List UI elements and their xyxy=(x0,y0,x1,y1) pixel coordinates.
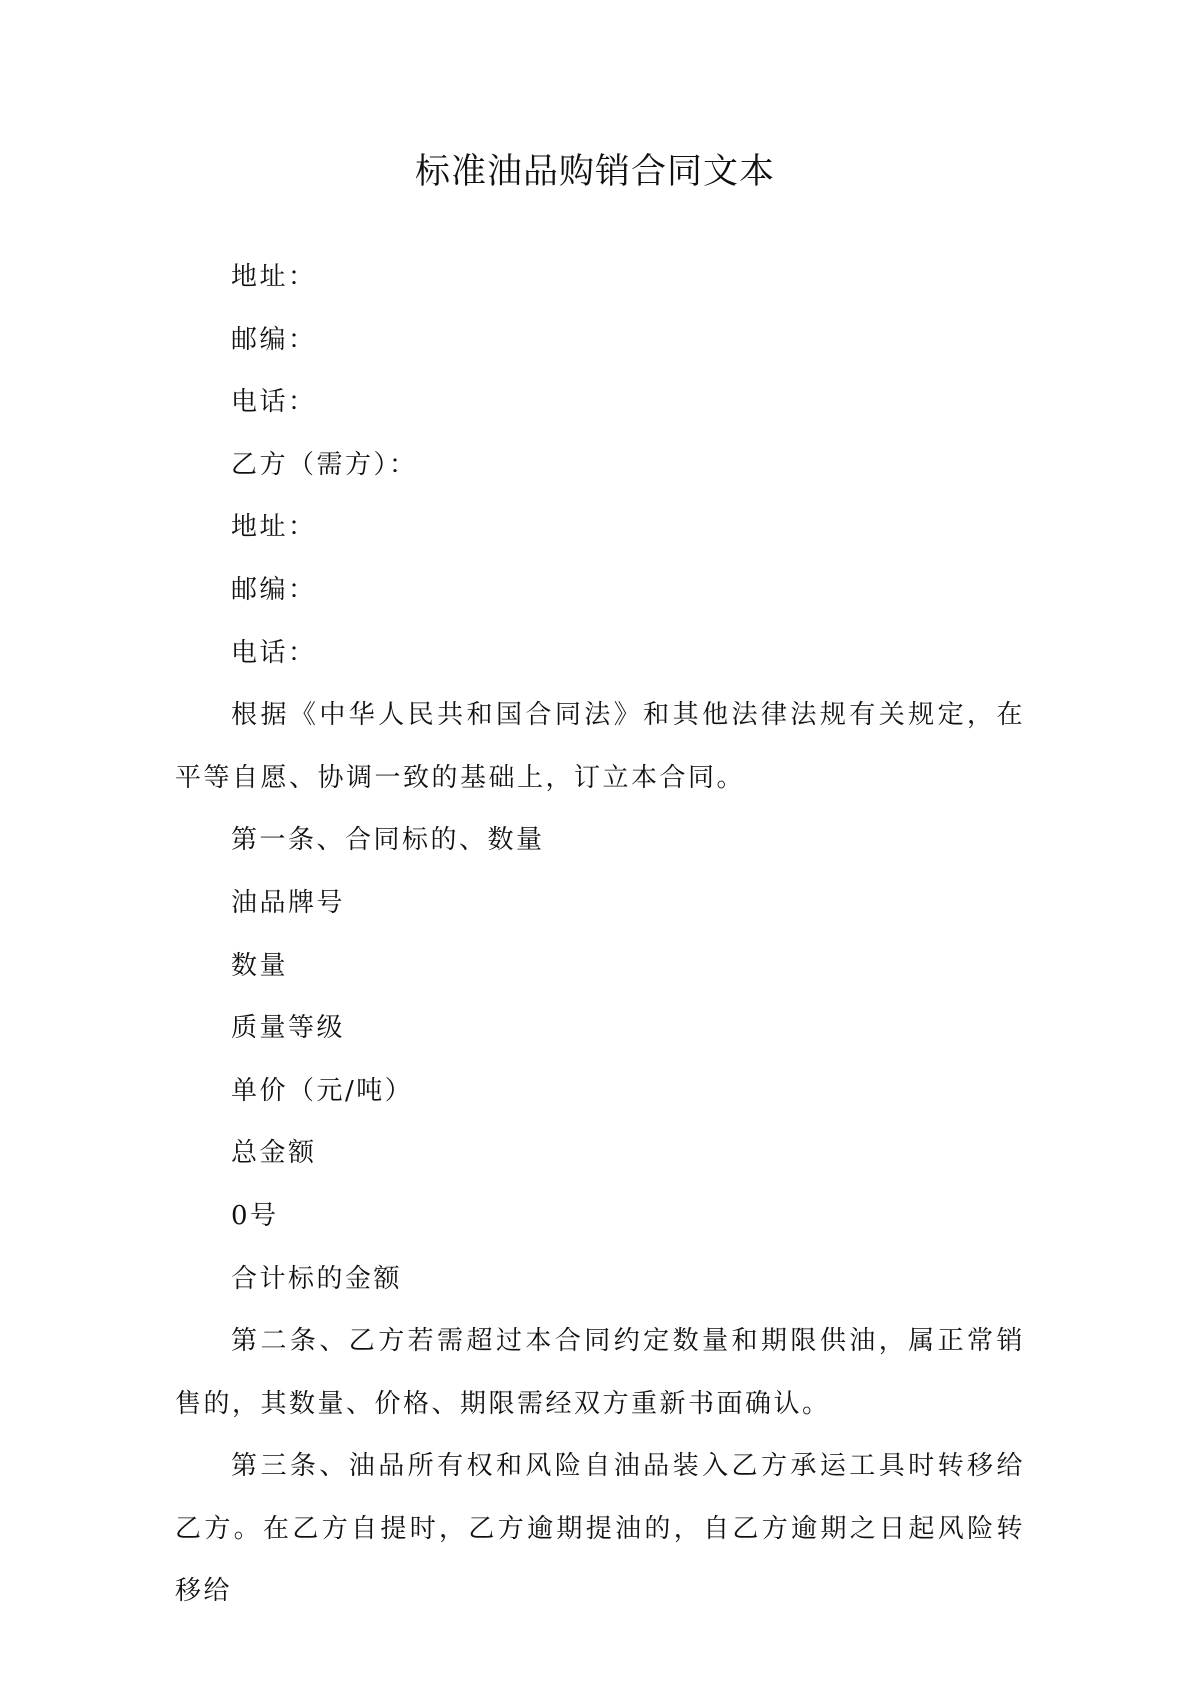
party-b-phone: 电话： xyxy=(231,637,317,668)
party-a-address: 地址： xyxy=(231,262,317,292)
party-b-postcode: 邮编： xyxy=(231,574,317,605)
article-2-paragraph: 第二条、乙方若需超过本合同约定数量和期限供油，属正常销售的，其数量、价格、期限需经双方重新书面确认。 xyxy=(175,1326,1025,1419)
preamble-paragraph: 根据《中华人民共和国合同法》和其他法律法规有关规定，在平等自愿、协调一致的基础上，订立本合同。 xyxy=(175,700,1025,793)
article-1-heading: 第一条、合同标的、数量 xyxy=(231,825,545,856)
party-b-address: 地址： xyxy=(231,512,317,543)
party-a-postcode: 邮编： xyxy=(231,324,317,355)
field-grade-zero: 0号 xyxy=(231,1200,279,1231)
party-a-phone: 电话： xyxy=(231,387,317,418)
field-total-amount: 总金额 xyxy=(231,1138,317,1169)
party-b-heading: 乙方（需方）： xyxy=(231,449,418,480)
document-body xyxy=(175,246,1025,1623)
field-unit-price: 单价（元/吨） xyxy=(231,1075,414,1106)
article-3-paragraph: 第三条、油品所有权和风险自油品装入乙方承运工具时转移给乙方。在乙方自提时，乙方逾期提油的，自乙方逾期之日起风险转移给 xyxy=(175,1451,1025,1607)
field-oil-grade: 油品牌号 xyxy=(231,887,346,918)
field-quality-level: 质量等级 xyxy=(231,1013,346,1044)
field-quantity: 数量 xyxy=(231,950,289,981)
document-title: 标准油品购销合同文本 xyxy=(414,152,775,192)
field-total-subject-amount: 合计标的金额 xyxy=(231,1263,403,1294)
